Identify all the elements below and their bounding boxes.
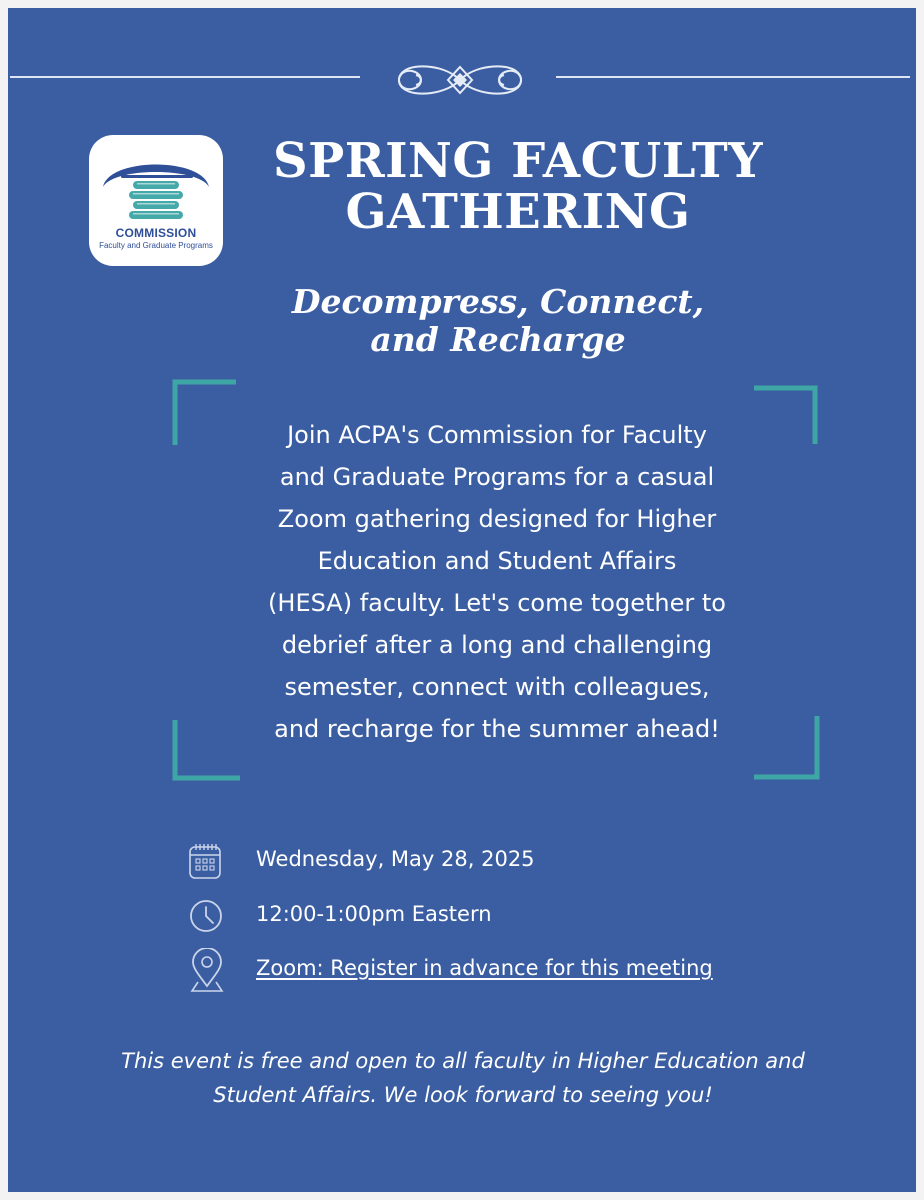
description-line: semester, connect with colleagues, xyxy=(284,673,710,701)
flyer xyxy=(8,8,916,1192)
header-rule-right xyxy=(556,76,910,78)
register-link[interactable]: : Register in advance for this meeting xyxy=(316,956,713,980)
event-title-line: GATHERING xyxy=(345,184,691,240)
commission-logo xyxy=(89,135,223,266)
footer-note xyxy=(48,1044,878,1112)
tagline-line: and Recharge xyxy=(370,320,626,359)
description-line: (HESA) faculty. Let's come together to xyxy=(268,589,726,617)
event-location xyxy=(256,955,713,981)
description-line: and Graduate Programs for a casual xyxy=(279,463,715,491)
description-line: Join ACPA's Commission for Faculty xyxy=(287,421,707,449)
logo-wordmark: COMMISSION xyxy=(115,226,197,240)
description-line: Zoom gathering designed for Higher xyxy=(277,505,717,533)
event-title-line: SPRING FACULTY xyxy=(272,133,764,189)
logo-subtitle: Faculty and Graduate Programs xyxy=(99,241,213,250)
footer-line: Student Affairs. We look forward to seeing you! xyxy=(213,1083,713,1107)
event-date: Wednesday, May 28, 2025 xyxy=(256,847,535,871)
footer-line: This event is free and open to all faculty in Higher Education and xyxy=(121,1049,805,1073)
description-line: Education and Student Affairs xyxy=(317,547,677,575)
tagline-line: Decompress, Connect, xyxy=(291,282,705,321)
event-description xyxy=(204,414,790,750)
clock-icon xyxy=(188,898,224,934)
description-line: and recharge for the summer ahead! xyxy=(274,715,720,743)
header-rule-left xyxy=(10,76,360,78)
ornament-icon xyxy=(390,57,530,103)
zoom-label-link[interactable]: Zoom xyxy=(256,956,317,980)
calendar-icon xyxy=(188,842,222,880)
event-title xyxy=(218,133,818,240)
description-line: debrief after a long and challenging xyxy=(281,631,713,659)
event-time: 12:00-1:00pm Eastern xyxy=(256,902,492,926)
tagline xyxy=(188,283,808,359)
location-pin-icon xyxy=(188,948,226,994)
